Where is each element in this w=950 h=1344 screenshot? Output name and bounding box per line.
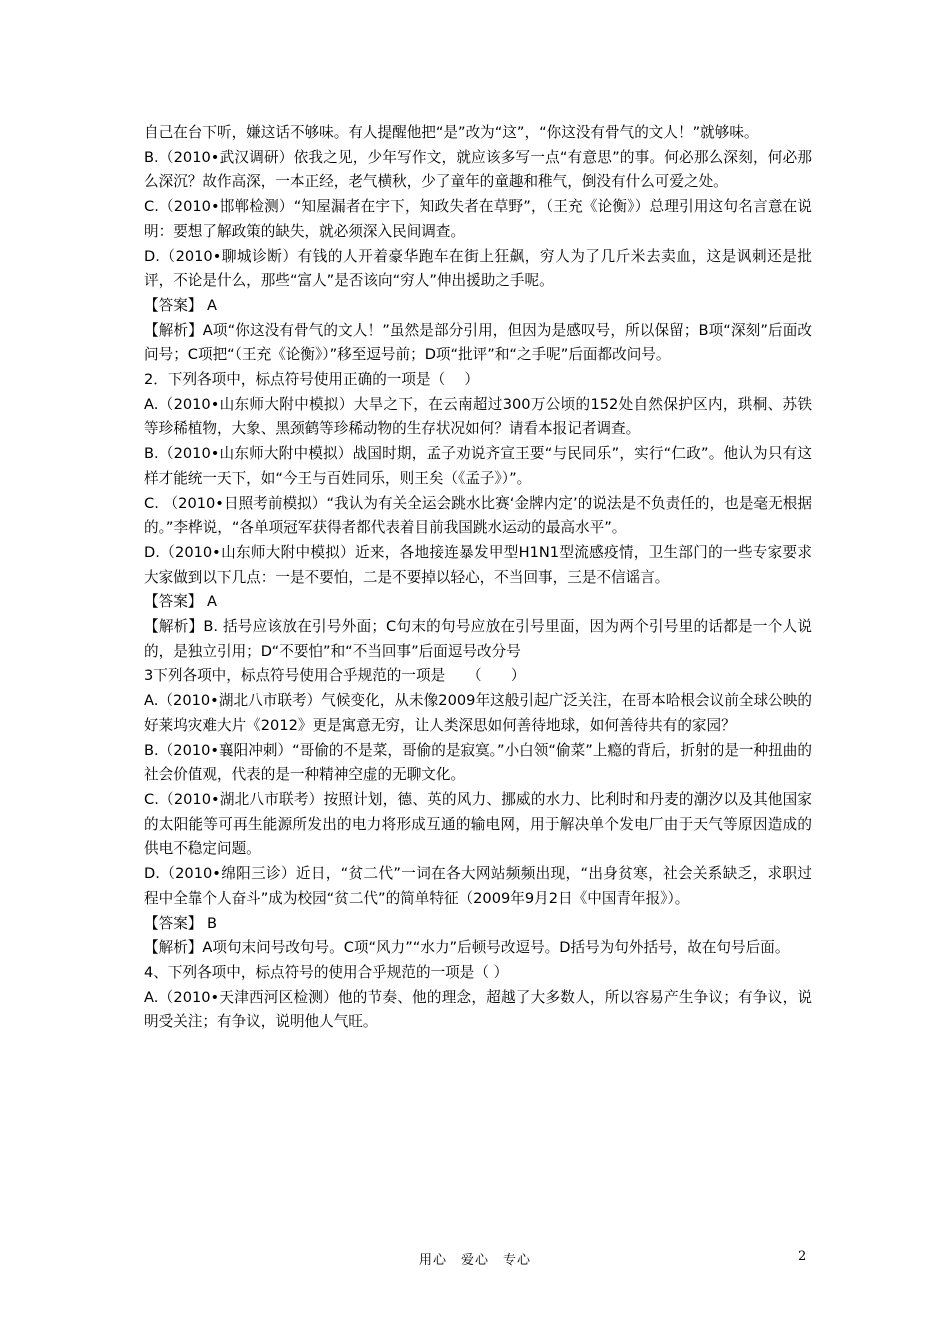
paragraph: A.（2010•山东师大附中模拟）大旱之下，在云南超过300万公顷的152处自然保护区内，珙桐、苏铁等珍稀植物，大象、黑颈鹤等珍稀动物的生存状况如何？请看本报记者调查。 (144, 395, 812, 438)
analysis-paragraph: 【解析】B. 括号应该放在引号外面；C句末的句号应放在引号里面，因为两个引号里的话都是一个人说的，是独立引用；D“不要怕”和“不当回事”后面逗号改分号 (144, 618, 812, 660)
paragraph: 自己在台下听，嫌这话不够味。有人提醒他把“是”改为“这”，“你这没有骨气的文人！”就够味。 (144, 124, 759, 141)
paragraph: B.（2010•山东师大附中模拟）战国时期，孟子劝说齐宣王要“与民同乐”，实行“仁政”。他认为只有这样才能统一天下，如“今王与百姓同乐，则王矣（《孟子》）”。 (144, 445, 812, 487)
paragraph: A.（2010•天津西河区检测）他的节奏、他的理念，超越了大多数人，所以容易产生争议；有争议，说明受关注；有争议，说明他人气旺。 (144, 988, 812, 1031)
paragraph: C.（2010•湖北八市联考）按照计划，德、英的风力、挪威的水力、比利时和丹麦的潮汐以及其他国家的太阳能等可再生能源所发出的电力将形成互通的输电网，用于解决单个发电厂由于天气等原因造成的供电不稳定问题。 (144, 790, 812, 858)
question-heading: 4、下列各项中，标点符号的使用合乎规范的一项是（ ） (144, 963, 509, 981)
analysis-paragraph: 【解析】A项句末问号改句号。C项“风力”“水力”后顿号改逗号。D括号为句外括号，故在句号后面。 (144, 939, 790, 957)
page-footer: 用心 爱心 专心 (418, 1253, 531, 1268)
paragraph: A.（2010•湖北八市联考）气候变化，从未像2009年这般引起广泛关注，在哥本哈根会议前全球公映的好莱坞灾难大片《2012》更是寓意无穷，让人类深思如何善待地球，如何善待共有的家园？ (144, 692, 812, 734)
paragraph: D.（2010•山东师大附中模拟）近来，各地接连暴发甲型H1N1型流感疫情，卫生部门的一些专家要求大家做到以下几点：一是不要怕，二是不要掉以轻心，不当回事，三是不信谣言。 (144, 543, 812, 586)
paragraph: B.（2010•襄阳冲刺）“哥偷的不是菜，哥偷的是寂寞。”小白领“偷菜”上瘾的背后，折射的是一种扭曲的社会价值观，代表的是一种精神空虚的无聊文化。 (144, 741, 812, 784)
paragraph: C.（2010•邯郸检测）“知屋漏者在宇下，知政失者在草野”，（王充《论衡》）总理引用这句名言意在说明：要想了解政策的缺失，就必须深入民间调查。 (144, 198, 812, 240)
answer-line: 【答案】 A (144, 593, 217, 611)
document-body (144, 121, 812, 1035)
paragraph: D.（2010•绵阳三诊）近日，“贫二代”一词在各大网站频频出现，“出身贫寒，社会关系缺乏，求职过程中全靠个人奋斗”成为校园“贫二代”的简单特征（2009年9月2日《中国青年报》）。 (144, 865, 812, 907)
paragraph: C. （2010•日照考前模拟）“我认为有关全运会跳水比赛‘金牌内定’的说法是不负责任的，也是毫无根据的。”李桦说，“各单项冠军获得者都代表着目前我国跳水运动的最高水平”。 (144, 494, 812, 537)
analysis-paragraph: 【解析】A项“你这没有骨气的文人！”虽然是部分引用，但因为是感叹号，所以保留；B项“深刻”后面改问号；C项把“（王充《论衡》）”移至逗号前；D项“批评”和“之手呢”后面都改问号。 (144, 321, 812, 364)
answer-line: 【答案】 A (144, 296, 217, 314)
paragraph: D.（2010•聊城诊断）有钱的人开着豪华跑车在街上狂飙，穷人为了几斤米去卖血，这是讽刺还是批评，不论是什么，那些“富人”是否该向“穷人”伸出援助之手呢。 (144, 247, 812, 290)
page-number: 2 (798, 1249, 807, 1264)
question-heading: 3下列各项中，标点符号使用合乎规范的一项是 （ ） (144, 667, 526, 685)
answer-line: 【答案】 B (144, 914, 218, 932)
question-heading: 2．下列各项中，标点符号使用正确的一项是（ ） (144, 371, 479, 389)
paragraph: B.（2010•武汉调研）依我之见，少年写作文，就应该多写一点“有意思”的事。何必那么深刻，何必那么深沉？故作高深，一本正经，老气横秋，少了童年的童趣和稚气，倒没有什么可爱之处。 (144, 148, 812, 191)
